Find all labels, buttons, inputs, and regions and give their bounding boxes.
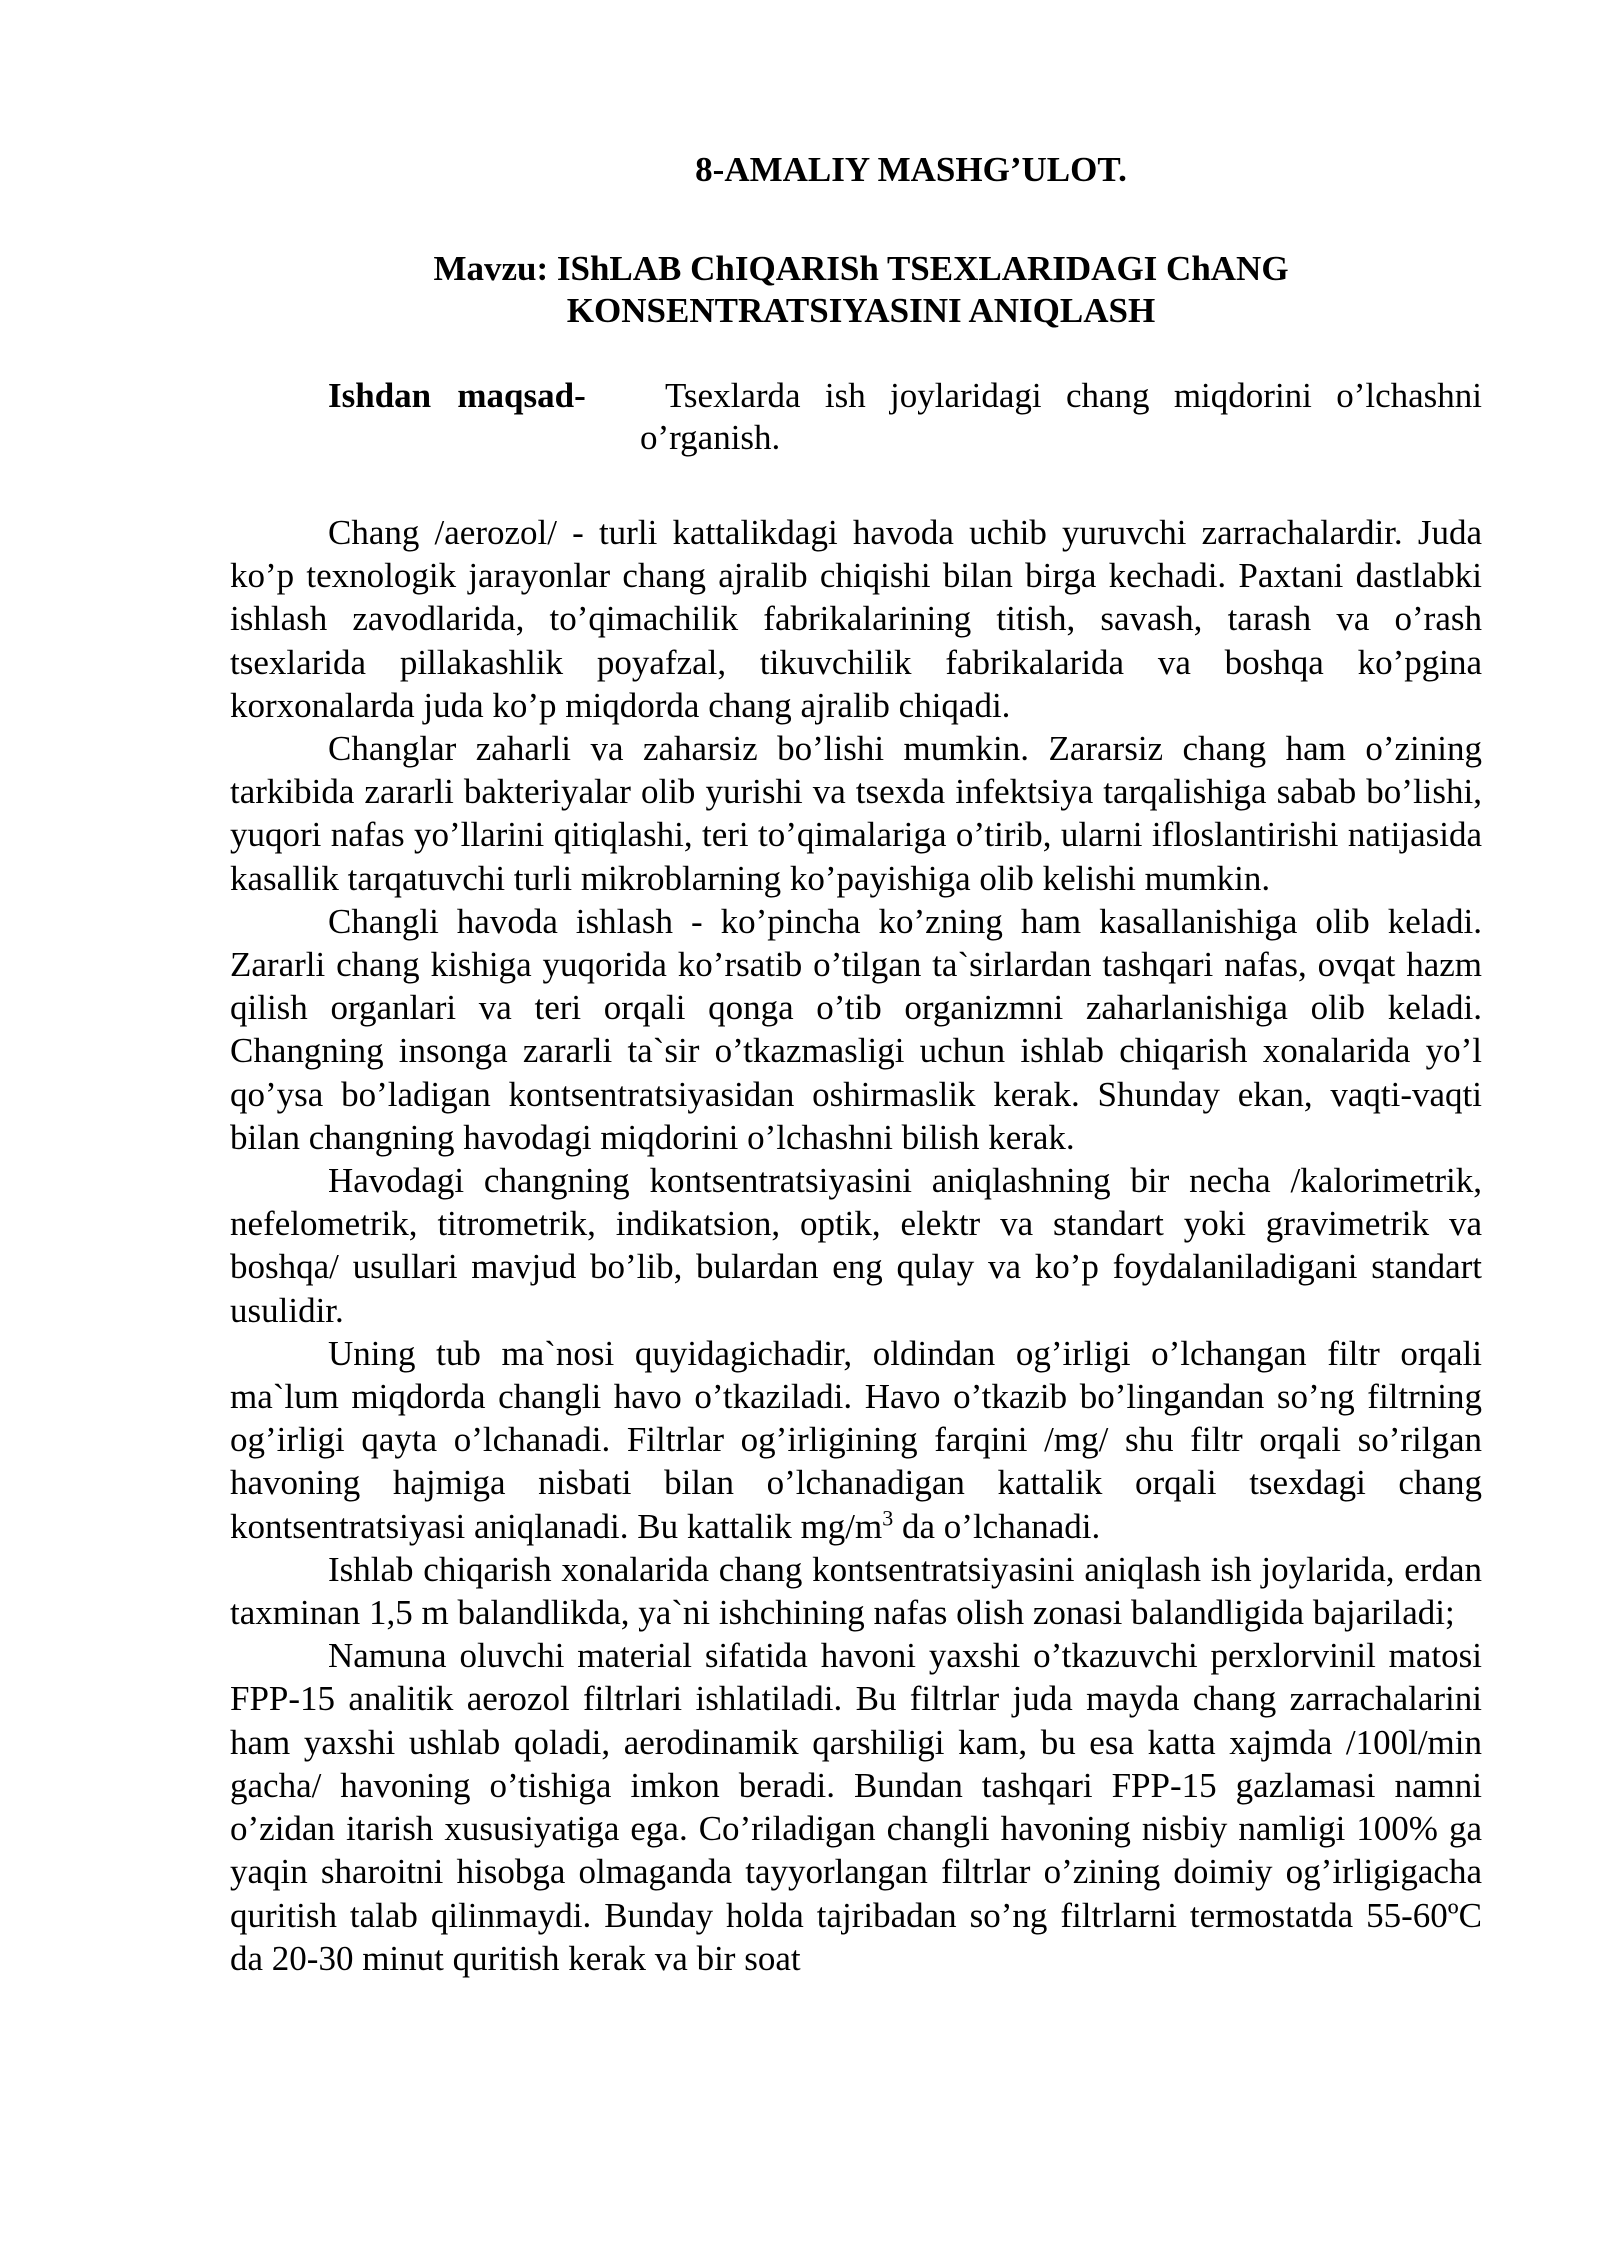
subject-line-1: Mavzu: IShLAB ChIQARISh TSEXLARIDAGI ChANG [433, 249, 1289, 288]
paragraph-1: Chang /aerozol/ - turli kattalikdagi havoda uchib yuruvchi zarrachalardir. Juda ko’p texnologik jarayonlar chang ajralib chiqishi bilan birga kechadi. Paxtani dastlabki ishlash zavodlarida, to’qimachilik fabrikalarining titish, savash, tarash va o’rash tsexlarida pillakashlik poyafzal, tikuvchilik fabrikalarida va boshqa ko’pgina korxonalarda juda ko’p miqdorda chang ajralib chiqadi. [230, 513, 1482, 725]
paragraph-5-text: Uning tub ma`nosi quyidagichadir, oldindan og’irligi o’lchangan filtr orqali ma`lum miqdorda changli havo o’tkaziladi. Havo o’tkazib bo’lingandan so’ng filtrning og’irligi qayta o’lchanadi. Filtrlar og’irligining farqini /mg/ shu filtr orqali so’rilgan havoning hajmiga nisbati bilan o’lchanadigan kattalik orqali tsexdagi chang kontsentratsiyasi aniqlanadi. Bu kattalik mg/m [230, 1333, 1482, 1546]
page-title: 8-AMALIY MASHG’ULOT. [695, 150, 1127, 189]
body-text [230, 511, 1482, 1980]
paragraph-4: Havodagi changning kontsentratsiyasini aniqlashning bir necha /kalorimetrik, nefelometrik, titrometrik, indikatsion, optik, elektr va standart yoki gravimetrik va boshqa/ usullari mavjud bo’lib, bulardan eng qulay va ko’p foydalaniladigani standart usulidir. [230, 1161, 1482, 1330]
subject-line-2: KONSENTRATSIYASINI ANIQLASH [566, 291, 1156, 330]
document-page [230, 150, 1482, 1980]
paragraph-5-tail: da o’lchanadi. [893, 1506, 1101, 1546]
paragraph-2: Changlar zaharli va zaharsiz bo’lishi mumkin. Zararsiz chang ham o’zining tarkibida zararli bakteriyalar olib yurishi va tsexda infektsiya tarqalishiga sabab bo’lishi, yuqori nafas yo’llarini qitiqlashi, teri to’qimalariga o’tirib, ularni ifloslantirishi natijasida kasallik tarqatuvchi turli mikroblarning ko’payishiga olib kelishi mumkin. [230, 729, 1482, 898]
goal-text: Tsexlarda ish joylaridagi chang miqdorini o’lchashni o’rganish. [640, 376, 1482, 457]
goal-label: Ishdan maqsad- [328, 376, 586, 415]
unit-superscript: 3 [882, 1505, 894, 1531]
paragraph-6: Ishlab chiqarish xonalarida chang kontsentratsiyasini aniqlash ish joylarida, erdan taxminan 1,5 m balandlikda, ya`ni ishchining nafas olish zonasi balandligida bajariladi; [230, 1549, 1482, 1633]
paragraph-7: Namuna oluvchi material sifatida havoni yaxshi o’tkazuvchi perxlorvinil matosi FPP-15 analitik aerozol filtrlari ishlatiladi. Bu filtrlar juda mayda chang zarrachalarini ham yaxshi ushlab qoladi, aerodinamik qarshiligi kam, bu esa katta xajmda /100l/min gacha/ havoning o’tishiga imkon beradi. Bundan tashqari FPP-15 gazlamasi namni o’zidan itarish xususiyatiga ega. Co’riladigan changli havoning nisbiy namligi 100% ga yaqin sharoitni hisobga olmaganda tayyorlangan filtrlar o’zining doimiy og’irligigacha quritish talab qilinmaydi. Bunday holda tajribadan so’ng filtrlarni termostatda 55-60ºC da 20-30 minut quritish kerak va bir soat [230, 1636, 1482, 1978]
paragraph-3: Changli havoda ishlash - ko’pincha ko’zning ham kasallanishiga olib keladi. Zararli chang kishiga yuqorida ko’rsatib o’tilgan ta`sirlardan tashqari nafas, ovqat hazm qilish organlari va teri orqali qonga o’tib organizmni zaharlanishiga olib keladi. Changning insonga zararli ta`sir o’tkazmasligi uchun ishlab chiqarish xonalarida yo’l qo’ysa bo’ladigan kontsentratsiyasidan oshirmaslik kerak. Shunday ekan, vaqti-vaqti bilan changning havodagi miqdorini o’lchashni bilish kerak. [230, 901, 1482, 1157]
paragraph-5 [230, 1332, 1482, 1548]
goal-block [230, 375, 1482, 459]
subject-heading [230, 248, 1482, 332]
